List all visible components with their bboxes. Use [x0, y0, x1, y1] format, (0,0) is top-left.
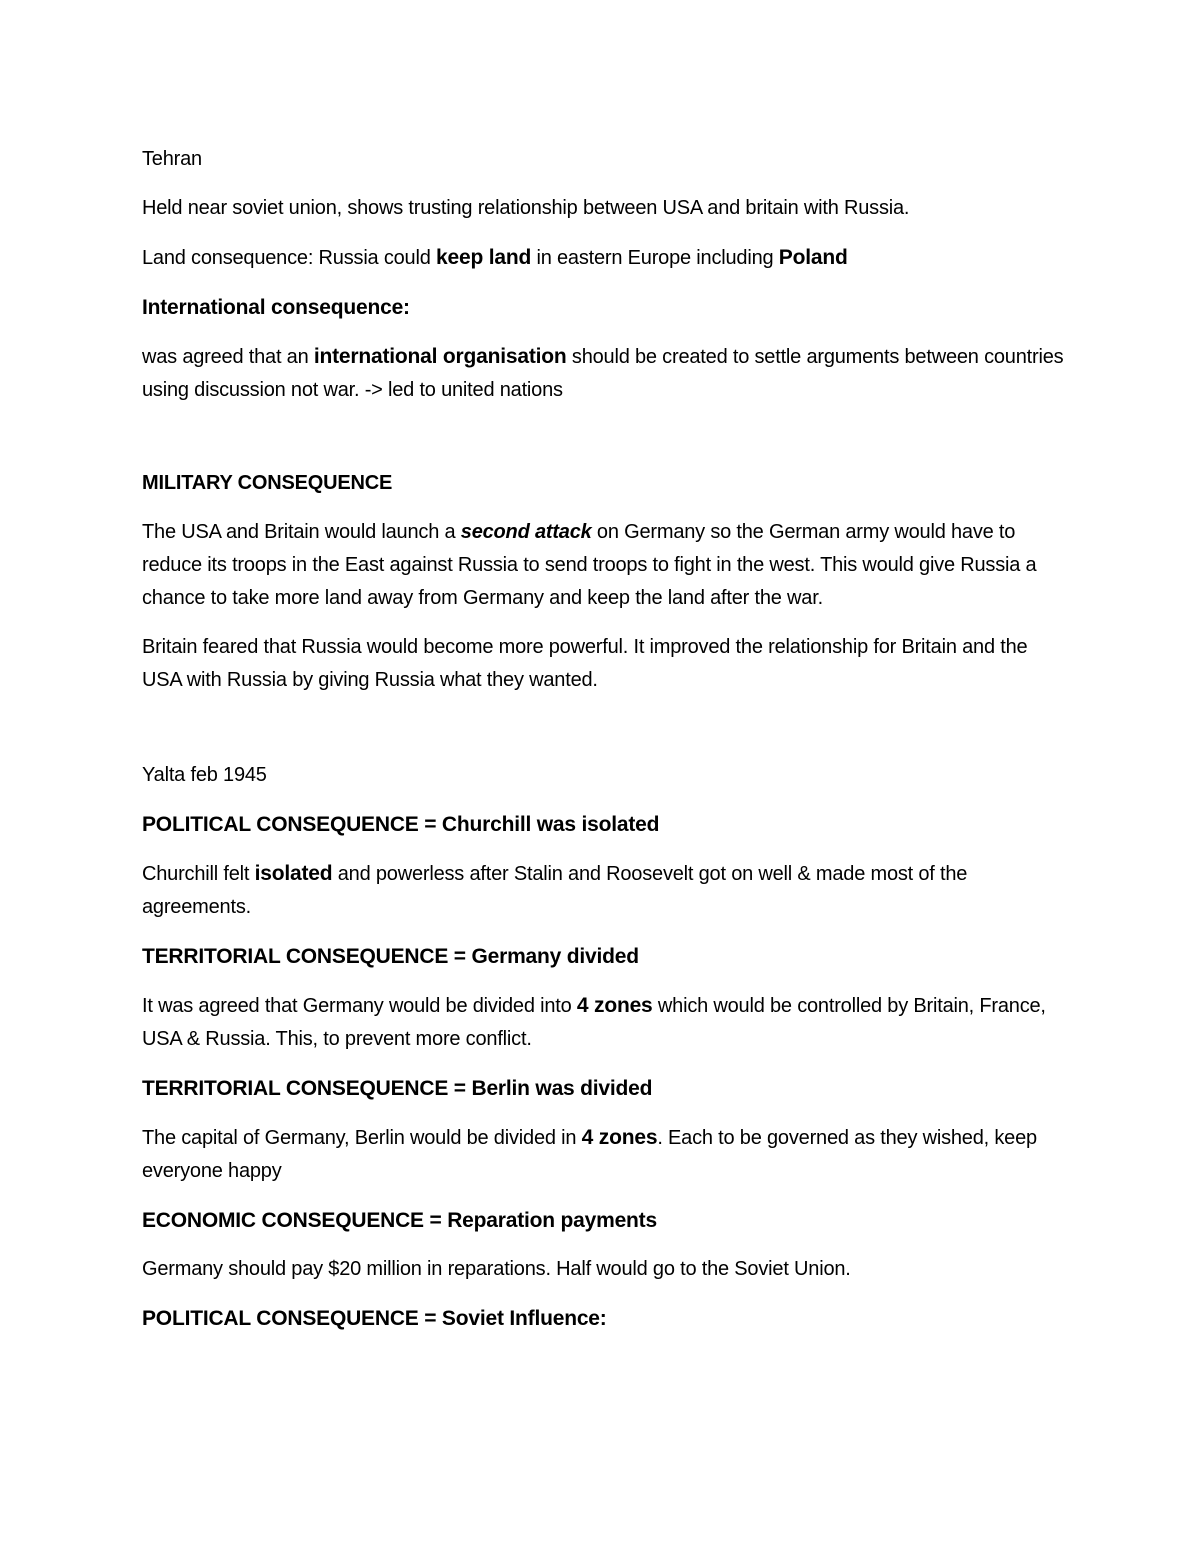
section-title-yalta: Yalta feb 1945	[142, 764, 267, 786]
military-text: The USA and Britain would launch a	[142, 521, 461, 543]
military-consequence-paragraph	[142, 516, 1072, 615]
international-consequence-heading: International consequence:	[142, 296, 410, 319]
land-consequence-text-2: in eastern Europe including	[531, 247, 779, 269]
economic-consequence-heading: ECONOMIC CONSEQUENCE = Reparation payments	[142, 1209, 657, 1232]
land-consequence-text: Land consequence: Russia could	[142, 247, 437, 269]
berlin-divided-text: The capital of Germany, Berlin would be divided in	[142, 1127, 582, 1149]
territorial-consequence-germany-heading: TERRITORIAL CONSEQUENCE = Germany divided	[142, 945, 639, 968]
poland-emphasis: Poland	[778, 246, 848, 269]
political-consequence-churchill-heading: POLITICAL CONSEQUENCE = Churchill was isolated	[142, 813, 660, 836]
political-consequence-soviet-heading: POLITICAL CONSEQUENCE = Soviet Influence:	[142, 1307, 607, 1330]
land-consequence-paragraph	[142, 241, 1072, 275]
berlin-divided-text-2: . Each to be governed as they wished, keep everyone happy	[142, 1127, 1037, 1182]
international-consequence-paragraph	[142, 340, 1072, 407]
document-body	[142, 143, 1072, 1351]
berlin-divided-paragraph	[142, 1121, 1072, 1188]
military-text-2: on Germany so the German army would have to reduce its troops in the East against Russia to send troops to fight in the west. This would give Russia a chance to take more land away from Germany and keep the land after the war.	[142, 521, 1037, 609]
germany-divided-text: It was agreed that Germany would be divided into	[142, 995, 577, 1017]
section-title-tehran: Tehran	[142, 148, 202, 170]
churchill-text-2: and powerless after Stalin and Roosevelt got on well & made most of the agreements.	[142, 863, 968, 918]
military-consequence-heading: MILITARY CONSEQUENCE	[142, 472, 393, 494]
isolated-emphasis: isolated	[254, 862, 333, 885]
germany-divided-paragraph	[142, 989, 1072, 1056]
tehran-location-paragraph: Held near soviet union, shows trusting relationship between USA and britain with Russia.	[142, 197, 910, 219]
churchill-isolated-paragraph	[142, 857, 1072, 924]
international-text-2: should be created to settle arguments between countries using discussion not war. -> led to united nations	[142, 346, 1064, 401]
britain-feared-paragraph: Britain feared that Russia would become more powerful. It improved the relationship for Britain and the USA with Russia by giving Russia what they wanted.	[142, 636, 1028, 691]
four-zones-emphasis-2: 4 zones	[581, 1126, 658, 1149]
keep-land-emphasis: keep land	[436, 246, 532, 269]
blank-line	[142, 423, 1072, 467]
blank-line-2	[142, 713, 1072, 759]
churchill-text: Churchill felt	[142, 863, 255, 885]
reparations-paragraph: Germany should pay $20 million in reparations. Half would go to the Soviet Union.	[142, 1258, 851, 1280]
international-text: was agreed that an	[142, 346, 314, 368]
four-zones-emphasis: 4 zones	[576, 994, 653, 1017]
international-organisation-emphasis: international organisation	[313, 345, 567, 368]
territorial-consequence-berlin-heading: TERRITORIAL CONSEQUENCE = Berlin was divided	[142, 1077, 653, 1100]
germany-divided-text-2: which would be controlled by Britain, France, USA & Russia. This, to prevent more conflict.	[142, 995, 1046, 1050]
second-attack-emphasis: second attack	[460, 521, 592, 543]
